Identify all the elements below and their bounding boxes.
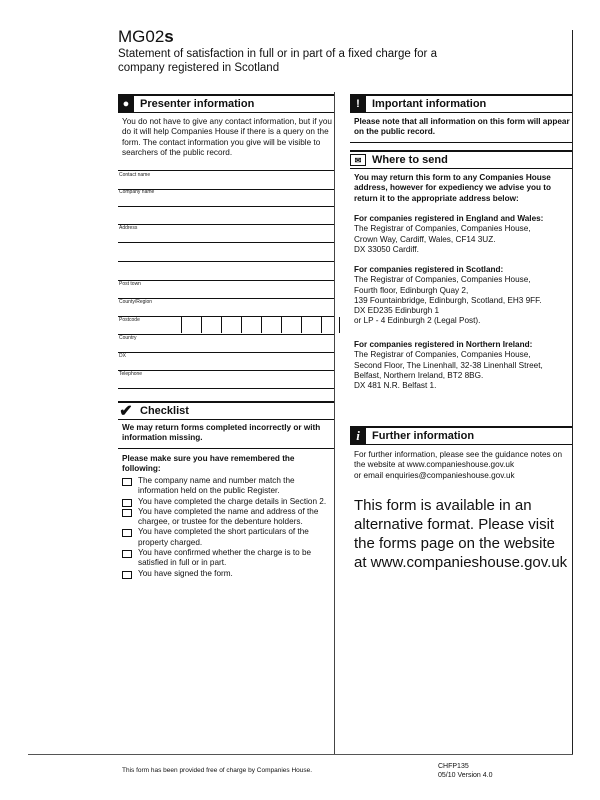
address-scotland: For companies registered in Scotland: The Registrar of Companies, Companies House, Fourth floor, Edinburgh Quay 2, 139 Fountainbridge, Edinburgh, Scotland, EH3 9FF. DX ED235 Edinburgh 1 or LP - 4 Edinburgh 2 (Legal Post). — [354, 265, 542, 326]
version-label: 05/10 Version 4.0 — [438, 772, 493, 779]
company-name-field-line2[interactable] — [118, 206, 334, 225]
important-title: Important information — [372, 98, 487, 110]
postcode-box[interactable] — [301, 317, 319, 333]
postcode-box[interactable] — [321, 317, 340, 333]
checklist-title: Checklist — [140, 405, 189, 417]
postcode-box[interactable] — [241, 317, 259, 333]
address-field-line3[interactable] — [118, 261, 334, 281]
telephone-label: Telephone — [119, 371, 143, 377]
checklist-item[interactable]: You have completed the short particulars of the property charged. — [122, 527, 332, 548]
checklist-item[interactable]: You have confirmed whether the charge is to be satisfied in full or in part. — [122, 548, 332, 569]
checkbox[interactable] — [122, 550, 132, 558]
contact-name-label: Contact name — [119, 172, 151, 178]
alternative-format-notice: This form is available in an alternative format. Please visit the forms page on the website at www.companieshouse.gov.uk — [354, 497, 568, 571]
important-text: Please note that all information on this form will appear on the public record. — [350, 117, 572, 143]
postcode-boxes[interactable] — [181, 317, 342, 333]
postcode-label: Postcode — [119, 317, 140, 323]
address-field-line2[interactable] — [118, 242, 334, 262]
county-label: County/Region — [119, 299, 153, 305]
checklist-section-header — [118, 401, 334, 420]
important-section-header — [350, 94, 572, 113]
checkbox[interactable] — [122, 509, 132, 517]
address-england-wales: For companies registered in England and Wales: The Registrar of Companies, Companies House, Crown Way, Cardiff, Wales, CF14 3UZ. DX 33050 Cardiff. — [354, 214, 544, 254]
company-name-field[interactable] — [118, 188, 334, 207]
postcode-box[interactable] — [181, 317, 199, 333]
where-to-send-title: Where to send — [372, 154, 448, 166]
country-field[interactable] — [118, 334, 334, 353]
exclamation-icon: ! — [350, 96, 366, 112]
postcode-box[interactable] — [221, 317, 239, 333]
checkbox[interactable] — [122, 571, 132, 579]
page-border-bottom — [28, 754, 573, 755]
page-border-right — [572, 30, 573, 755]
dx-label: DX — [119, 353, 126, 359]
checklist-item[interactable]: The company name and number match the information held on the public Register. — [122, 476, 332, 497]
country-label: Country — [119, 335, 137, 341]
form-title: Statement of satisfaction in full or in part of a fixed charge for a company registered in Scotland — [118, 48, 437, 74]
address-northern-ireland: For companies registered in Northern Ireland: The Registrar of Companies, Companies House, Second Floor, The Linenhall, 32-38 Linenhall Street, Belfast, Northern Ireland, BT2 8BG. DX 481 N.R. Belfast 1. — [354, 340, 543, 391]
address-field[interactable] — [118, 224, 334, 243]
presenter-section-header — [118, 94, 334, 113]
footer-note: This form has been provided free of charge by Companies House. — [122, 767, 313, 774]
postcode-box[interactable] — [201, 317, 219, 333]
further-info-title: Further information — [372, 430, 475, 442]
company-name-label: Company name — [119, 189, 155, 195]
chfp-code: CHFP135 — [438, 763, 469, 770]
presenter-title: Presenter information — [140, 98, 255, 110]
checkbox[interactable] — [122, 499, 132, 507]
telephone-field[interactable] — [118, 370, 334, 389]
postcode-box[interactable] — [261, 317, 279, 333]
column-divider — [334, 92, 335, 754]
checkbox[interactable] — [122, 529, 132, 537]
envelope-icon: ✉ — [350, 154, 366, 166]
checklist-warning: We may return forms completed incorrectly or with information missing. — [118, 423, 334, 449]
further-info-header — [350, 426, 572, 445]
dx-field[interactable] — [118, 352, 334, 371]
form-code: MG02s — [118, 27, 174, 46]
checklist-item[interactable]: You have signed the form. — [122, 569, 332, 579]
checklist-item[interactable]: You have completed the charge details in Section 2. — [122, 497, 332, 507]
further-info-text: For further information, please see the guidance notes on the website at www.companieshouse.gov.uk or email enquiries@companieshouse.gov.uk — [354, 450, 562, 480]
checkmark-icon: ✔ — [119, 403, 133, 420]
form-version — [438, 762, 493, 780]
where-to-send-intro: You may return this form to any Companies House address, however for expediency we advise you to return it to the appropriate address below: — [354, 173, 552, 203]
postcode-box[interactable] — [281, 317, 299, 333]
county-field[interactable] — [118, 298, 334, 317]
checklist-item[interactable]: You have completed the name and address of the chargee, or trustee for the debenture holders. — [122, 507, 332, 528]
checklist-items — [122, 476, 332, 579]
post-town-field[interactable] — [118, 280, 334, 299]
info-icon: i — [350, 428, 366, 444]
presenter-intro: You do not have to give any contact information, but if you do it will help Companies House if there is a query on the form. The contact information you give will be visible to searchers of the public record. — [122, 117, 332, 157]
person-icon: ● — [118, 96, 134, 112]
checkbox[interactable] — [122, 478, 132, 486]
post-town-label: Post town — [119, 281, 141, 287]
checklist-lead: Please make sure you have remembered the following: — [122, 454, 295, 474]
where-to-send-header — [350, 150, 572, 169]
contact-name-field[interactable] — [118, 170, 334, 190]
address-label: Address — [119, 225, 138, 231]
